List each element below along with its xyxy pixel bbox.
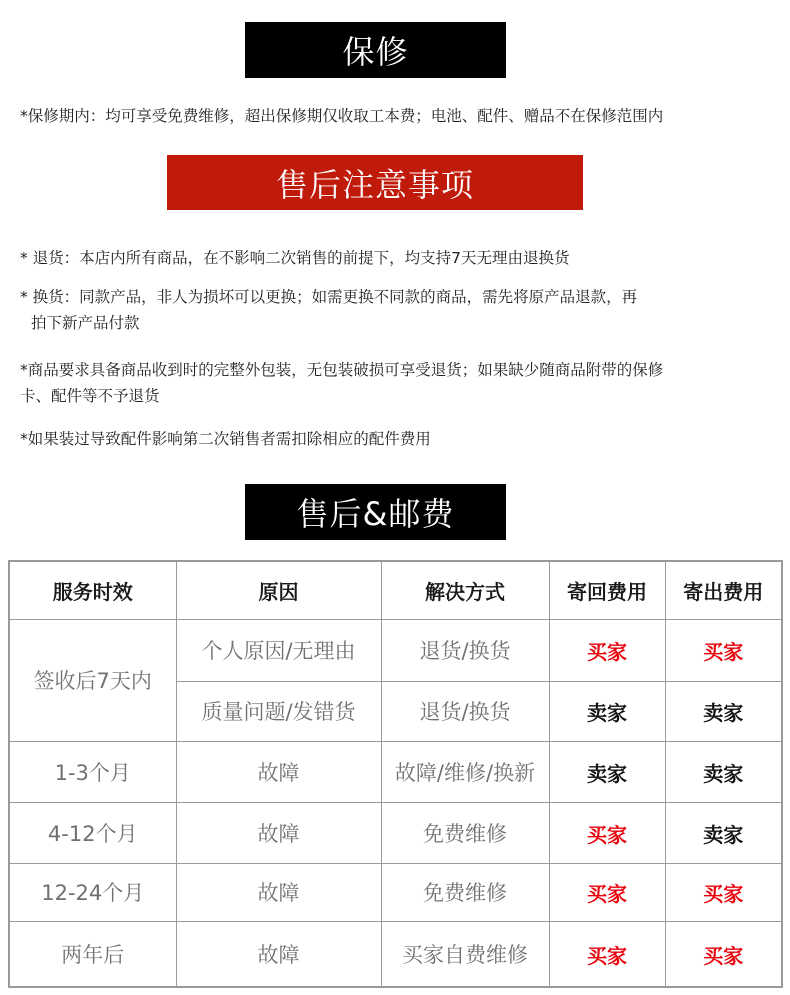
cell-return-fee: 买家 [549, 863, 665, 921]
cell-solution: 买家自费维修 [381, 922, 549, 987]
cell-period: 签收后7天内 [9, 619, 176, 742]
cell-return-fee: 卖家 [549, 742, 665, 803]
return-policy-note: * 退货：本店内所有商品，在不影响二次销售的前提下，均支持7天无理由退换货 [20, 249, 570, 267]
cell-solution: 退货/换货 [381, 619, 549, 681]
packaging-policy-note [20, 357, 770, 409]
aftersales-shipping-banner: 售后&邮费 [245, 484, 506, 540]
exchange-note-line-1: * 换货：同款产品，非人为损坏可以更换；如需更换不同款的商品，需先将原产品退款，再 [20, 288, 638, 306]
packaging-note-line-1: *商品要求具备商品收到时的完整外包装，无包装破损可享受退货；如果缺少随商品附带的保修 [20, 361, 664, 379]
cell-return-fee: 买家 [549, 619, 665, 681]
packaging-note-line-2: 卡、配件等不予退货 [20, 387, 160, 405]
cell-reason: 故障 [176, 922, 381, 987]
cell-solution: 免费维修 [381, 803, 549, 863]
header-reason: 原因 [176, 561, 381, 619]
table-row [9, 803, 782, 863]
cell-return-fee: 买家 [549, 803, 665, 863]
table-row [9, 742, 782, 803]
cell-send-fee: 买家 [665, 619, 782, 681]
cell-reason: 质量问题/发错货 [176, 681, 381, 741]
cell-send-fee: 卖家 [665, 742, 782, 803]
cell-send-fee: 买家 [665, 863, 782, 921]
cell-send-fee: 卖家 [665, 803, 782, 863]
table-row [9, 922, 782, 987]
cell-send-fee: 买家 [665, 922, 782, 987]
cell-return-fee: 卖家 [549, 681, 665, 741]
header-solution: 解决方式 [381, 561, 549, 619]
header-return-fee: 寄回费用 [549, 561, 665, 619]
cell-solution: 免费维修 [381, 863, 549, 921]
cell-reason: 故障 [176, 803, 381, 863]
cell-solution: 故障/维修/换新 [381, 742, 549, 803]
warranty-banner: 保修 [245, 22, 506, 78]
accessory-policy-note: *如果装过导致配件影响第二次销售者需扣除相应的配件费用 [20, 430, 431, 448]
cell-return-fee: 买家 [549, 922, 665, 987]
exchange-policy-note [20, 284, 770, 336]
cell-send-fee: 卖家 [665, 681, 782, 741]
table-header-row [9, 561, 782, 619]
aftersales-notice-banner: 售后注意事项 [167, 155, 583, 210]
table-row [9, 863, 782, 921]
cell-period: 4-12个月 [9, 803, 176, 863]
header-service-period: 服务时效 [9, 561, 176, 619]
cell-period: 1-3个月 [9, 742, 176, 803]
cell-solution: 退货/换货 [381, 681, 549, 741]
cell-period: 12-24个月 [9, 863, 176, 921]
warranty-note: *保修期内：均可享受免费维修，超出保修期仅收取工本费；电池、配件、赠品不在保修范围内 [20, 107, 664, 125]
exchange-note-line-2: 拍下新产品付款 [31, 314, 140, 332]
cell-period: 两年后 [9, 922, 176, 987]
cell-reason: 个人原因/无理由 [176, 619, 381, 681]
table-row [9, 619, 782, 681]
aftersales-shipping-table [8, 560, 783, 988]
cell-reason: 故障 [176, 863, 381, 921]
cell-reason: 故障 [176, 742, 381, 803]
header-send-fee: 寄出费用 [665, 561, 782, 619]
